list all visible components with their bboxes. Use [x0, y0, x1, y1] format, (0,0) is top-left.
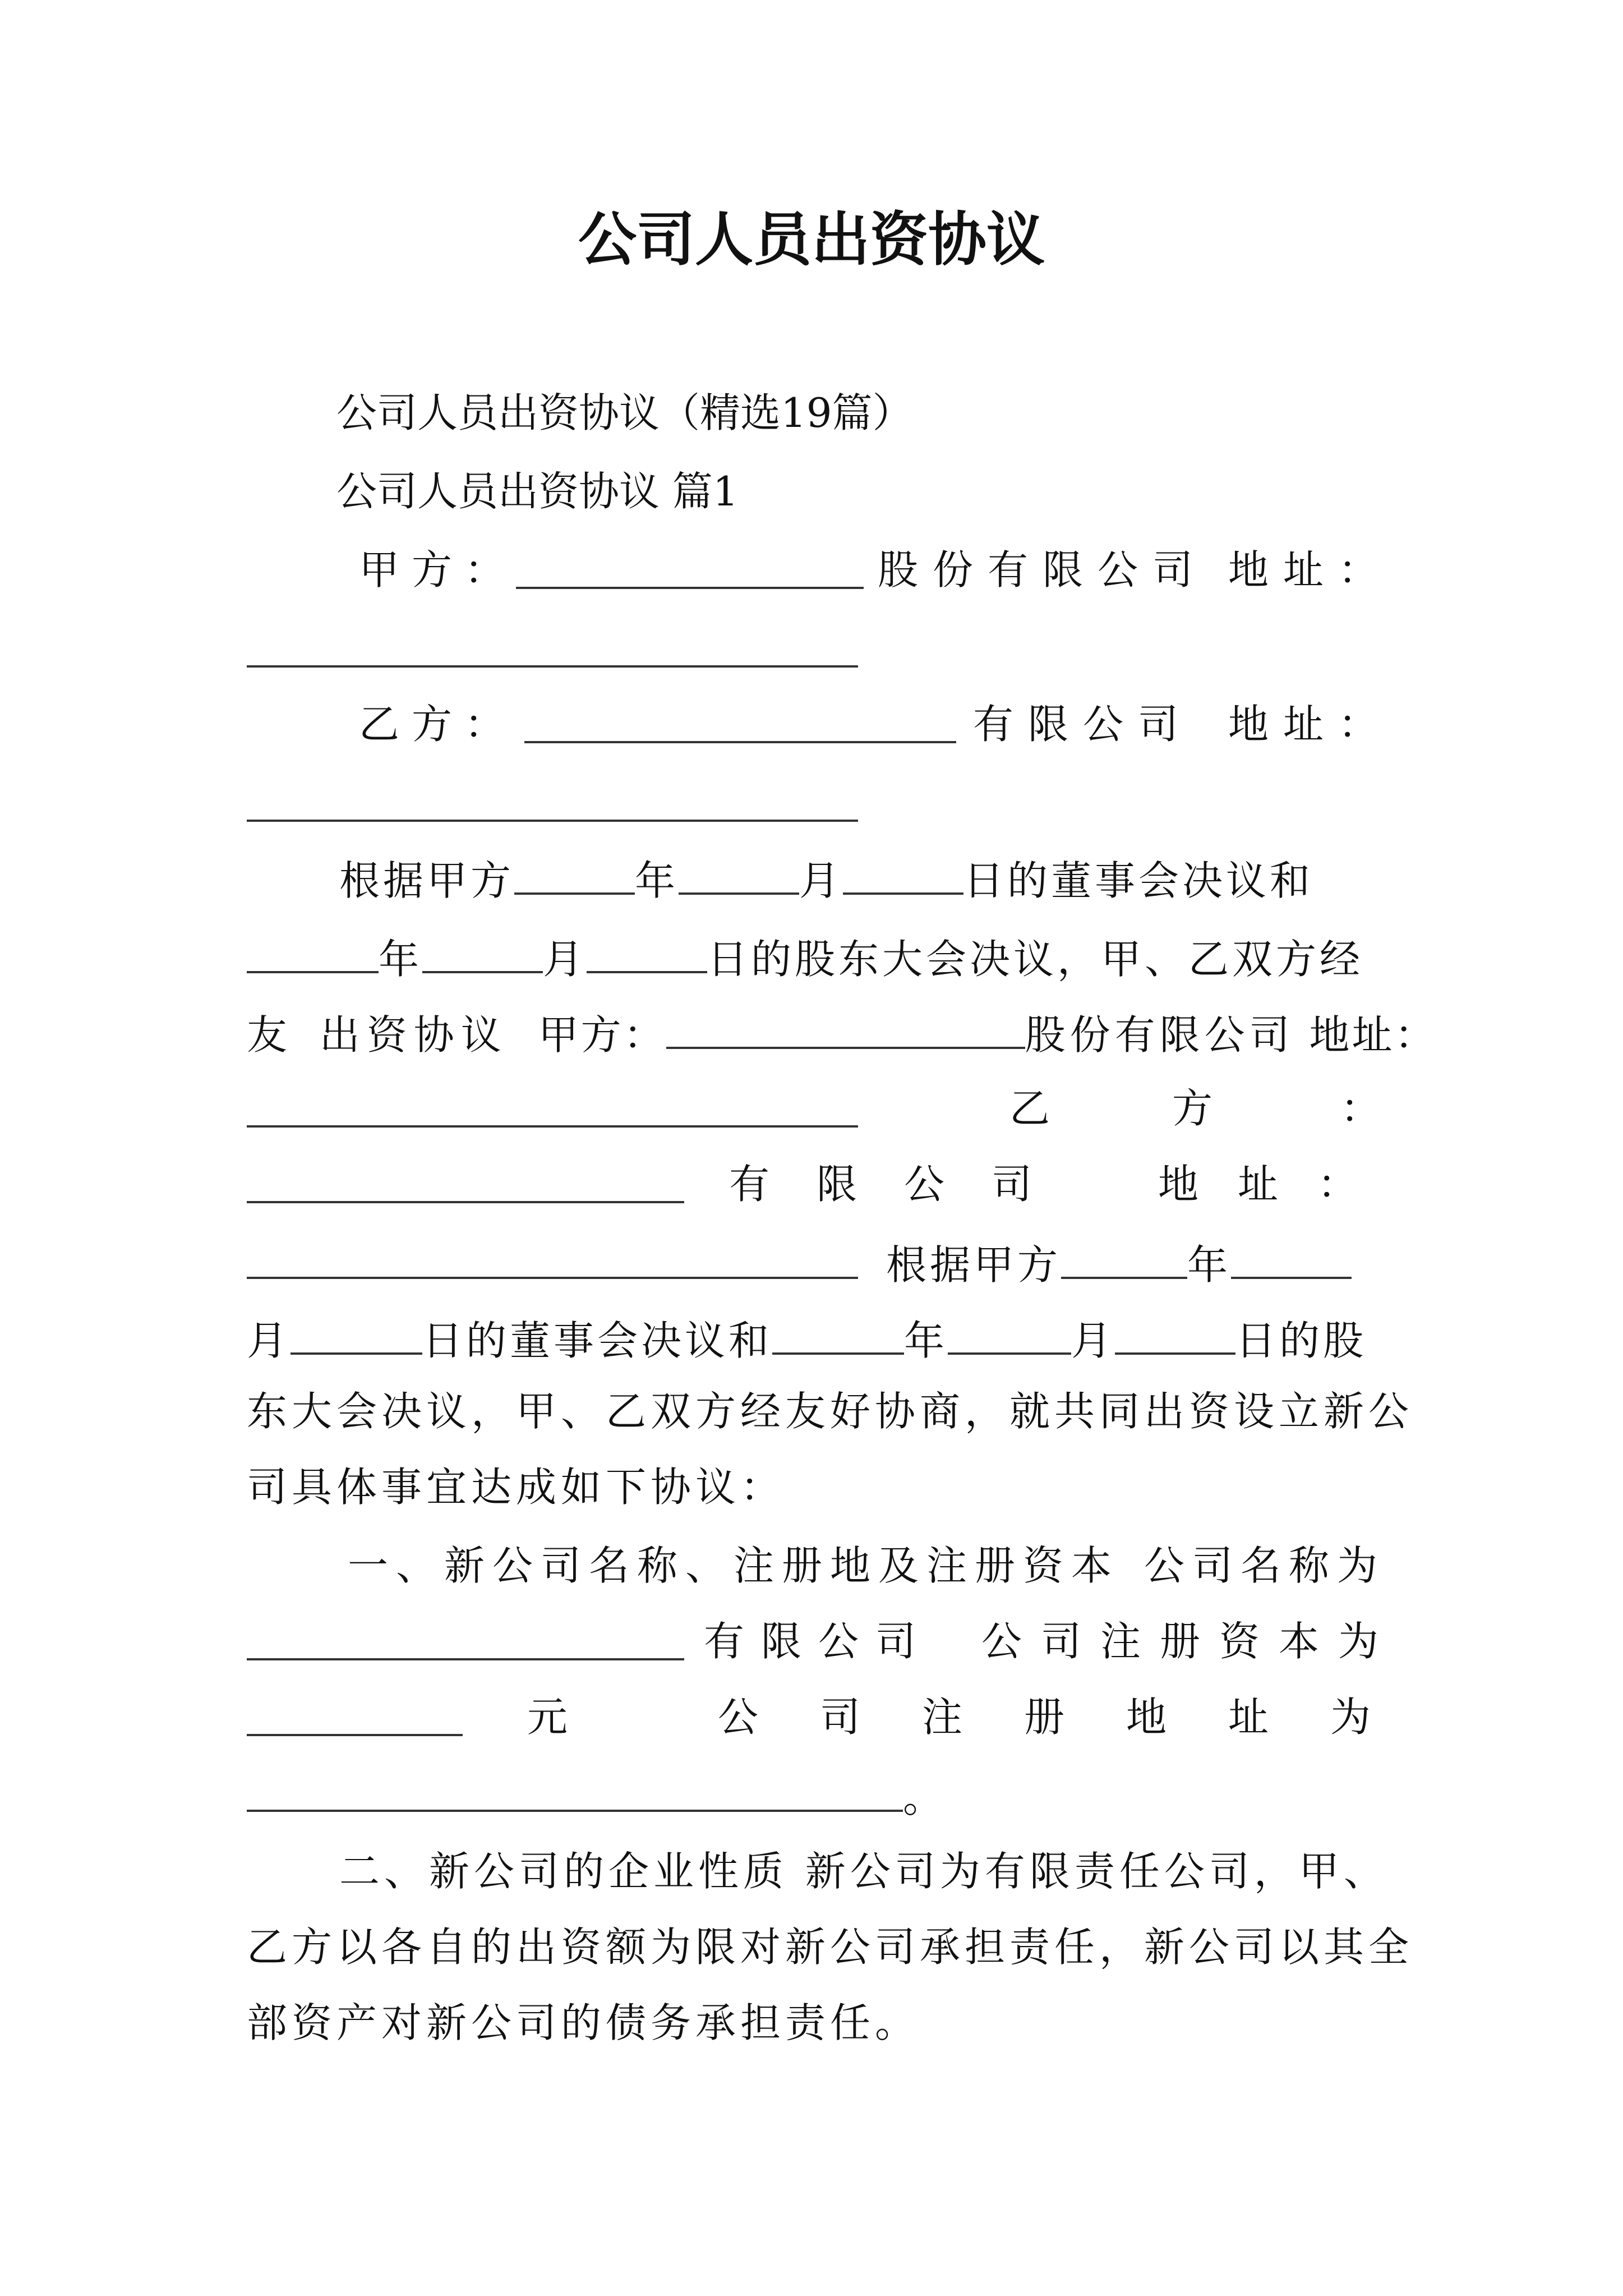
day-shareholders-text: 日的股东大会决议，甲、乙双方经: [707, 936, 1364, 983]
sec2-line-1: [339, 1848, 1389, 1895]
sec1-limited: 有限公司: [704, 1618, 933, 1665]
sec1-name-blank: [247, 1621, 684, 1667]
basis-line-2: [247, 934, 1364, 983]
sec1-capital-blank: [247, 1697, 463, 1742]
basis-line-3: [247, 1010, 1437, 1059]
party-b-address-blank: [247, 783, 858, 828]
basis-line-5: [247, 1315, 1367, 1364]
subtitle: 公司人员出资协议（精选19篇）: [336, 389, 913, 436]
yi-char: 乙: [1009, 1085, 1050, 1132]
sec1-yuan: 元: [527, 1694, 568, 1741]
you-limited-company: 有限公司: [729, 1161, 1080, 1208]
sec1-address-blank: [247, 1773, 944, 1821]
colon-char: ：: [1340, 1085, 1381, 1132]
fang-char: 方: [1172, 1085, 1213, 1132]
matters-line: 司具体事宜达成如下协议：: [247, 1464, 786, 1511]
party-a-address-label: 地址：: [1228, 546, 1394, 593]
address-blank-3: [247, 1240, 858, 1285]
day-board-text-2: 日的董事会决议和: [422, 1317, 773, 1364]
you-text: 友: [247, 1011, 290, 1059]
address-split: 地址：: [1158, 1161, 1398, 1208]
month-label: 月: [799, 857, 843, 904]
party-b-address-label: 地址：: [1228, 701, 1394, 748]
sec2-heading: 二、新公司的企业性质: [339, 1848, 789, 1895]
sec1-heading: 一、新公司名称、注册地及注册资本: [348, 1542, 1120, 1589]
sec1-name-is: 公司名称为: [1144, 1542, 1386, 1589]
year-label: 年: [1187, 1241, 1232, 1289]
agreement-name: 出资协议: [319, 1011, 508, 1059]
year-label: 年: [379, 936, 423, 983]
party-b-blank: [524, 704, 956, 749]
basis-line-1: [339, 855, 1314, 904]
day-board-text: 日的董事会决议和: [963, 857, 1314, 904]
party-b-blank-2: [247, 1164, 684, 1209]
basis-line-4: [886, 1240, 1352, 1289]
sec1-capital-is: 公司注册资本为: [981, 1618, 1398, 1665]
month-label: 月: [1071, 1317, 1115, 1364]
shareholders-line: 东大会决议，甲、乙双方经友好协商，就共同出资设立新公: [247, 1388, 1414, 1435]
sec2-line-3: 部资产对新公司的债务承担责任。: [247, 1999, 920, 2046]
period: 。: [903, 1774, 944, 1821]
year-label: 年: [635, 857, 679, 904]
month-label: 月: [247, 1317, 291, 1364]
party-a-address-blank: [247, 628, 858, 674]
company-limited: 股份有限公司: [1025, 1011, 1294, 1059]
address-blank-2: [247, 1088, 858, 1134]
day-gu-text: 日的股: [1235, 1317, 1367, 1364]
party-a-company: 股份有限公司: [878, 546, 1208, 593]
sec1-address-is: 公司注册地址为: [718, 1694, 1433, 1741]
sec2-line1-rest: 新公司为有限责任公司，甲、: [805, 1848, 1389, 1895]
address-short: 地址：: [1309, 1011, 1437, 1059]
basis-prefix-2: 根据甲方: [886, 1241, 1062, 1289]
party-b-label: 乙方：: [359, 701, 518, 748]
section-heading: 公司人员出资协议 篇1: [336, 468, 739, 515]
month-label: 月: [543, 936, 587, 983]
page-title: 公司人员出资协议: [578, 205, 1045, 274]
sec2-line-2: 乙方以各自的出资额为限对新公司承担责任，新公司以其全: [247, 1924, 1414, 1971]
party-a-label: 甲方：: [359, 546, 518, 593]
party-a-short: 甲方：: [538, 1011, 666, 1059]
year-label: 年: [904, 1317, 948, 1364]
party-b-company: 有限公司: [973, 701, 1193, 748]
basis-prefix: 根据甲方: [339, 857, 515, 904]
party-a-blank: [516, 550, 864, 595]
